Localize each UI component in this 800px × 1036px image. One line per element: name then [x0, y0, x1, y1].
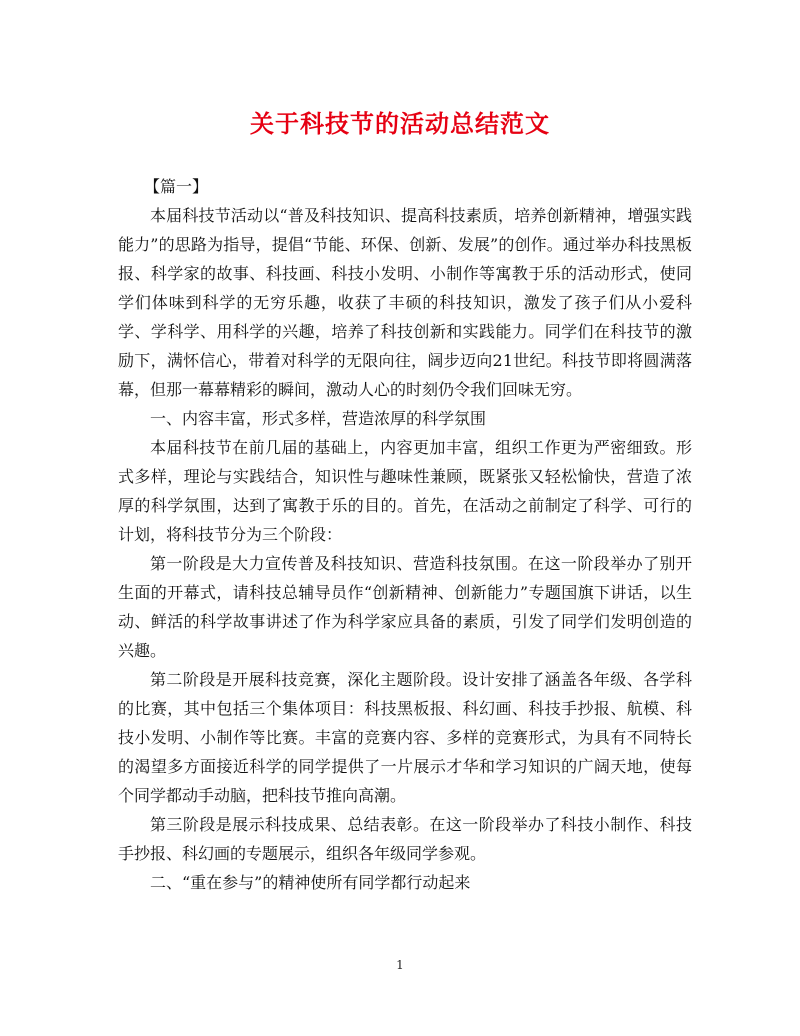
page-number: 1	[396, 958, 404, 972]
paragraph-stage-three: 第三阶段是展示科技成果、总结表彰。在这一阶段举办了科技小制作、科技手抄报、科幻画的专题展示，组织各年级同学参观。	[118, 815, 692, 863]
paragraph-stage-one: 第一阶段是大力宣传普及科技知识、营造科技氛围。在这一阶段举办了别开生面的开幕式，请科技总辅导员作“创新精神、创新能力”专题国旗下讲话，以生动、鲜活的科学故事讲述了作为科学家应具备的素质，引发了同学们发明创造的兴趣。	[118, 554, 692, 660]
document-title: 关于科技节的活动总结范文	[250, 109, 550, 138]
heading-section-two: 二、“重在参与”的精神使所有同学都行动起来	[150, 873, 471, 892]
document-body	[118, 172, 692, 897]
paragraph-section-one: 本届科技节在前几届的基础上，内容更加丰富，组织工作更为严密细致。形式多样，理论与实践结合，知识性与趣味性兼顾，既紧张又轻松愉快，营造了浓厚的科学氛围，达到了寓教于乐的目的。首先，在活动之前制定了科学、可行的计划，将科技节分为三个阶段：	[118, 438, 692, 544]
paragraph-stage-two: 第二阶段是开展科技竞赛，深化主题阶段。设计安排了涵盖各年级、各学科的比赛，其中包括三个集体项目：科技黑板报、科幻画、科技手抄报、航模、科技小发明、小制作等比赛。丰富的竞赛内容、多样的竞赛形式，为具有不同特长的渴望多方面接近科学的同学提供了一片展示才华和学习知识的广阔天地，使每个同学都动手动脑，把科技节推向高潮。	[118, 670, 692, 805]
heading-section-one: 一、内容丰富，形式多样，营造浓厚的科学氛围	[150, 409, 487, 428]
paragraph-intro: 本届科技节活动以“普及科技知识、提高科技素质，培养创新精神，增强实践能力”的思路为指导，提倡“节能、环保、创新、发展”的创作。通过举办科技黑板报、科学家的故事、科技画、科技小发明、小制作等寓教于乐的活动形式，使同学们体味到科学的无穷乐趣，收获了丰硕的科技知识，激发了孩子们从小爱科学、学科学、用科学的兴趣，培养了科技创新和实践能力。同学们在科技节的激励下，满怀信心，带着对科学的无限向往，阔步迈向21世纪。科技节即将圆满落幕，但那一幕幕精彩的瞬间，激动人心的时刻仍令我们回味无穷。	[118, 206, 692, 399]
section-tag: 【篇一】	[144, 177, 209, 196]
